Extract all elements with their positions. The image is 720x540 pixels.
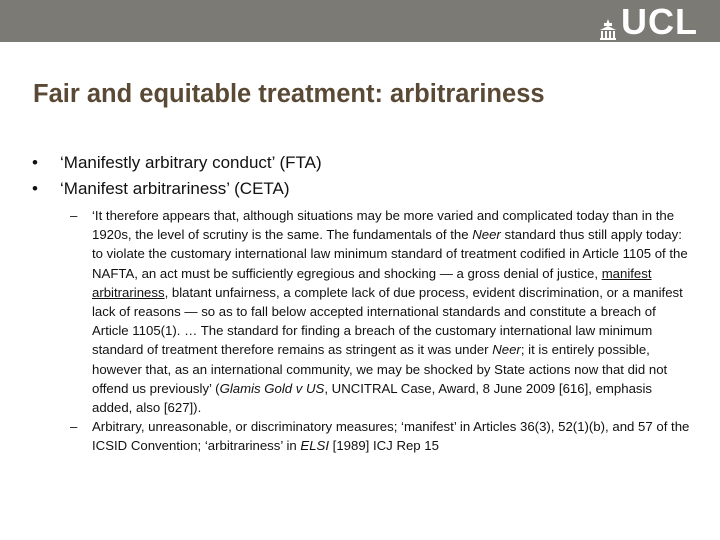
sub-bullet-list xyxy=(70,206,690,456)
neer-citation: Neer xyxy=(492,342,521,358)
measures-text: Arbitrary, unreasonable, or discriminatory measures; ‘manifest’ in Articles 36(3), 52(1)(b), and 57 of the ICSID Convention; ‘arbitrariness’ in xyxy=(92,419,690,454)
quote-text: ; it is entirely possible, however that, as an international community, we may be shocked by State actions now that did not offend us previously’ ( xyxy=(92,342,668,396)
dash-marker: – xyxy=(70,208,78,223)
bullet-item xyxy=(32,176,692,202)
bullet-marker: • xyxy=(32,153,38,172)
quote-text: ‘It therefore appears that, although situations may be more varied and complicated today than in the 1920s, the level of scrutiny is the same. The fundamentals of the xyxy=(92,208,675,243)
quote-item xyxy=(70,206,690,417)
logo-text: UCL xyxy=(621,1,698,42)
bullet-text: ‘Manifest arbitrariness’ (CETA) xyxy=(60,179,290,198)
header-bar xyxy=(0,0,720,42)
case-name: Glamis Gold v US xyxy=(219,380,325,396)
measures-item xyxy=(70,417,690,455)
portico-icon xyxy=(599,18,617,40)
bullet-text: ‘Manifestly arbitrary conduct’ (FTA) xyxy=(60,153,322,172)
ucl-logo xyxy=(599,1,698,42)
quote-text: , UNCITRAL Case, Award, 8 June 2009 [616], emphasis added, also [627]). xyxy=(92,380,653,416)
measures-text: [1989] ICJ Rep 15 xyxy=(329,438,439,454)
elsi-citation: ELSI xyxy=(300,438,329,454)
quote-text: standard thus still apply today: to violate the customary international law minimum standard of treatment codified in Article 1105 of the NAFTA, an act must be sufficiently egregious and shocking — a gross denial of justice, xyxy=(92,227,688,281)
quote-text: , blatant unfairness, a complete lack of due process, evident discrimination, or a manifest lack of reasons — so as to fall below accepted international standards and constitute a breach of Article 1105(1). … The standard for finding a breach of the customary international law minimum standard of treatment therefore remains as stringent as it was under xyxy=(92,284,683,358)
emphasis-arbitrariness: arbitrariness xyxy=(92,284,165,300)
bullet-list xyxy=(32,150,692,202)
emphasis-manifest: manifest xyxy=(601,265,652,281)
slide-title: Fair and equitable treatment: arbitrariness xyxy=(33,80,545,108)
neer-citation: Neer xyxy=(472,227,501,243)
bullet-item xyxy=(32,150,692,176)
dash-marker: – xyxy=(70,419,78,435)
bullet-marker: • xyxy=(32,179,38,198)
